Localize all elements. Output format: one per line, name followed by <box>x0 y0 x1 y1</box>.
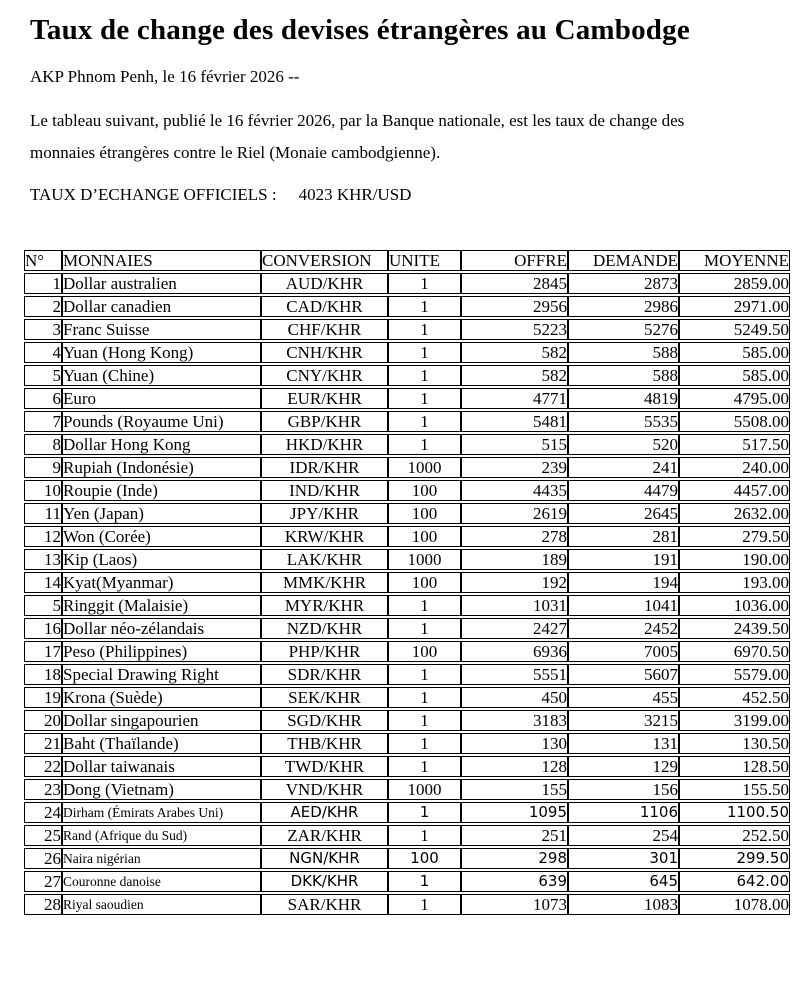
cell-monnaies: Baht (Thaïlande) <box>62 733 261 754</box>
column-header-moyenne: MOYENNE <box>679 250 790 271</box>
cell-moyenne: 4795.00 <box>679 388 790 409</box>
cell-conversion: IND/KHR <box>261 480 388 501</box>
table-body <box>24 273 790 915</box>
cell-monnaies: Riyal saoudien <box>62 894 261 915</box>
table-row <box>24 641 790 662</box>
cell-moyenne: 1078.00 <box>679 894 790 915</box>
table-row <box>24 871 790 892</box>
cell-num: 11 <box>24 503 62 524</box>
cell-unite: 1 <box>388 434 461 455</box>
cell-num: 28 <box>24 894 62 915</box>
cell-moyenne: 5508.00 <box>679 411 790 432</box>
table-row <box>24 296 790 317</box>
cell-demande: 5607 <box>568 664 679 685</box>
cell-conversion: JPY/KHR <box>261 503 388 524</box>
cell-demande: 194 <box>568 572 679 593</box>
table-row <box>24 825 790 846</box>
cell-offre: 515 <box>461 434 568 455</box>
cell-num: 6 <box>24 388 62 409</box>
cell-unite: 100 <box>388 641 461 662</box>
cell-demande: 281 <box>568 526 679 547</box>
cell-monnaies: Roupie (Inde) <box>62 480 261 501</box>
cell-conversion: CHF/KHR <box>261 319 388 340</box>
cell-conversion: THB/KHR <box>261 733 388 754</box>
cell-demande: 254 <box>568 825 679 846</box>
table-row <box>24 411 790 432</box>
cell-demande: 4479 <box>568 480 679 501</box>
cell-unite: 100 <box>388 526 461 547</box>
cell-offre: 5481 <box>461 411 568 432</box>
cell-monnaies: Dollar néo-zélandais <box>62 618 261 639</box>
table-row <box>24 687 790 708</box>
cell-demande: 588 <box>568 342 679 363</box>
cell-unite: 100 <box>388 480 461 501</box>
table-row <box>24 526 790 547</box>
cell-unite: 1 <box>388 802 461 823</box>
table-row <box>24 733 790 754</box>
cell-moyenne: 5249.50 <box>679 319 790 340</box>
cell-demande: 156 <box>568 779 679 800</box>
cell-moyenne: 190.00 <box>679 549 790 570</box>
cell-unite: 1 <box>388 273 461 294</box>
cell-offre: 278 <box>461 526 568 547</box>
cell-offre: 639 <box>461 871 568 892</box>
column-header-unite: UNITE <box>388 250 461 271</box>
cell-moyenne: 299.50 <box>679 848 790 869</box>
cell-unite: 1 <box>388 319 461 340</box>
cell-conversion: NGN/KHR <box>261 848 388 869</box>
cell-offre: 2619 <box>461 503 568 524</box>
cell-moyenne: 1036.00 <box>679 595 790 616</box>
page-title: Taux de change des devises étrangères au Cambodge <box>30 14 690 46</box>
cell-unite: 1 <box>388 365 461 386</box>
cell-monnaies: Dollar canadien <box>62 296 261 317</box>
cell-offre: 1073 <box>461 894 568 915</box>
cell-moyenne: 279.50 <box>679 526 790 547</box>
cell-moyenne: 128.50 <box>679 756 790 777</box>
cell-demande: 455 <box>568 687 679 708</box>
cell-conversion: MMK/KHR <box>261 572 388 593</box>
cell-conversion: PHP/KHR <box>261 641 388 662</box>
cell-num: 7 <box>24 411 62 432</box>
cell-num: 24 <box>24 802 62 823</box>
cell-unite: 1 <box>388 894 461 915</box>
cell-offre: 3183 <box>461 710 568 731</box>
cell-monnaies: Naira nigérian <box>62 848 261 869</box>
cell-offre: 1095 <box>461 802 568 823</box>
cell-monnaies: Krona (Suède) <box>62 687 261 708</box>
cell-monnaies: Peso (Philippines) <box>62 641 261 662</box>
cell-offre: 4771 <box>461 388 568 409</box>
cell-monnaies: Dollar taiwanais <box>62 756 261 777</box>
cell-offre: 130 <box>461 733 568 754</box>
cell-num: 5 <box>24 365 62 386</box>
cell-demande: 588 <box>568 365 679 386</box>
table-row <box>24 319 790 340</box>
dateline: AKP Phnom Penh, le 16 février 2026 -- <box>30 67 300 86</box>
cell-unite: 1 <box>388 618 461 639</box>
column-header-monnaies: MONNAIES <box>62 250 261 271</box>
cell-conversion: SGD/KHR <box>261 710 388 731</box>
cell-conversion: AUD/KHR <box>261 273 388 294</box>
cell-offre: 2956 <box>461 296 568 317</box>
cell-num: 22 <box>24 756 62 777</box>
cell-monnaies: Franc Suisse <box>62 319 261 340</box>
cell-demande: 2645 <box>568 503 679 524</box>
cell-num: 16 <box>24 618 62 639</box>
cell-demande: 2873 <box>568 273 679 294</box>
cell-moyenne: 3199.00 <box>679 710 790 731</box>
table-row <box>24 848 790 869</box>
cell-offre: 582 <box>461 365 568 386</box>
table-row <box>24 434 790 455</box>
cell-monnaies: Kyat(Myanmar) <box>62 572 261 593</box>
cell-conversion: LAK/KHR <box>261 549 388 570</box>
cell-moyenne: 193.00 <box>679 572 790 593</box>
cell-num: 5 <box>24 595 62 616</box>
official-rate-line <box>30 184 807 206</box>
cell-unite: 1000 <box>388 779 461 800</box>
table-row <box>24 595 790 616</box>
table-row <box>24 756 790 777</box>
table-row <box>24 618 790 639</box>
cell-unite: 1 <box>388 388 461 409</box>
cell-conversion: CAD/KHR <box>261 296 388 317</box>
cell-moyenne: 452.50 <box>679 687 790 708</box>
cell-moyenne: 252.50 <box>679 825 790 846</box>
cell-num: 19 <box>24 687 62 708</box>
cell-moyenne: 2971.00 <box>679 296 790 317</box>
cell-num: 20 <box>24 710 62 731</box>
cell-unite: 1 <box>388 342 461 363</box>
cell-unite: 1 <box>388 733 461 754</box>
cell-conversion: IDR/KHR <box>261 457 388 478</box>
cell-monnaies: Dong (Vietnam) <box>62 779 261 800</box>
cell-demande: 3215 <box>568 710 679 731</box>
cell-conversion: HKD/KHR <box>261 434 388 455</box>
table-row <box>24 342 790 363</box>
cell-conversion: EUR/KHR <box>261 388 388 409</box>
cell-demande: 1083 <box>568 894 679 915</box>
cell-num: 23 <box>24 779 62 800</box>
intro-line-2: monnaies étrangères contre le Riel (Monaie cambodgienne). <box>30 143 441 162</box>
cell-demande: 2452 <box>568 618 679 639</box>
cell-demande: 131 <box>568 733 679 754</box>
cell-unite: 1 <box>388 825 461 846</box>
cell-offre: 5223 <box>461 319 568 340</box>
cell-num: 18 <box>24 664 62 685</box>
cell-offre: 155 <box>461 779 568 800</box>
cell-conversion: NZD/KHR <box>261 618 388 639</box>
cell-offre: 251 <box>461 825 568 846</box>
cell-monnaies: Yen (Japan) <box>62 503 261 524</box>
cell-monnaies: Pounds (Royaume Uni) <box>62 411 261 432</box>
intro-paragraph <box>30 105 807 169</box>
cell-unite: 1 <box>388 595 461 616</box>
cell-offre: 298 <box>461 848 568 869</box>
cell-offre: 192 <box>461 572 568 593</box>
column-header-demande: DEMANDE <box>568 250 679 271</box>
table-row <box>24 480 790 501</box>
cell-demande: 2986 <box>568 296 679 317</box>
column-header-num: N° <box>24 250 62 271</box>
cell-num: 17 <box>24 641 62 662</box>
cell-monnaies: Won (Corée) <box>62 526 261 547</box>
cell-num: 4 <box>24 342 62 363</box>
cell-num: 2 <box>24 296 62 317</box>
cell-moyenne: 155.50 <box>679 779 790 800</box>
table-row <box>24 365 790 386</box>
cell-moyenne: 5579.00 <box>679 664 790 685</box>
cell-demande: 5535 <box>568 411 679 432</box>
cell-demande: 1041 <box>568 595 679 616</box>
cell-offre: 4435 <box>461 480 568 501</box>
cell-demande: 129 <box>568 756 679 777</box>
cell-moyenne: 130.50 <box>679 733 790 754</box>
cell-num: 14 <box>24 572 62 593</box>
cell-demande: 191 <box>568 549 679 570</box>
cell-demande: 301 <box>568 848 679 869</box>
table-row <box>24 388 790 409</box>
cell-moyenne: 517.50 <box>679 434 790 455</box>
cell-conversion: SDR/KHR <box>261 664 388 685</box>
cell-moyenne: 2859.00 <box>679 273 790 294</box>
table-row <box>24 457 790 478</box>
cell-demande: 1106 <box>568 802 679 823</box>
cell-moyenne: 1100.50 <box>679 802 790 823</box>
cell-moyenne: 4457.00 <box>679 480 790 501</box>
table-row <box>24 779 790 800</box>
table-row <box>24 572 790 593</box>
table-row <box>24 710 790 731</box>
table-row <box>24 802 790 823</box>
cell-monnaies: Special Drawing Right <box>62 664 261 685</box>
cell-num: 25 <box>24 825 62 846</box>
cell-num: 1 <box>24 273 62 294</box>
cell-offre: 2427 <box>461 618 568 639</box>
cell-unite: 1 <box>388 664 461 685</box>
cell-unite: 100 <box>388 503 461 524</box>
table-row <box>24 894 790 915</box>
cell-moyenne: 6970.50 <box>679 641 790 662</box>
cell-demande: 241 <box>568 457 679 478</box>
cell-unite: 1 <box>388 296 461 317</box>
cell-num: 21 <box>24 733 62 754</box>
cell-num: 13 <box>24 549 62 570</box>
cell-conversion: TWD/KHR <box>261 756 388 777</box>
cell-moyenne: 642.00 <box>679 871 790 892</box>
cell-num: 8 <box>24 434 62 455</box>
cell-monnaies: Euro <box>62 388 261 409</box>
cell-unite: 1 <box>388 411 461 432</box>
cell-moyenne: 585.00 <box>679 342 790 363</box>
cell-num: 3 <box>24 319 62 340</box>
cell-monnaies: Rand (Afrique du Sud) <box>62 825 261 846</box>
cell-conversion: CNY/KHR <box>261 365 388 386</box>
cell-conversion: VND/KHR <box>261 779 388 800</box>
cell-conversion: KRW/KHR <box>261 526 388 547</box>
cell-monnaies: Dollar australien <box>62 273 261 294</box>
cell-conversion: GBP/KHR <box>261 411 388 432</box>
cell-unite: 1000 <box>388 457 461 478</box>
cell-demande: 520 <box>568 434 679 455</box>
cell-offre: 582 <box>461 342 568 363</box>
table-row <box>24 549 790 570</box>
cell-num: 27 <box>24 871 62 892</box>
cell-demande: 7005 <box>568 641 679 662</box>
cell-monnaies: Yuan (Hong Kong) <box>62 342 261 363</box>
cell-conversion: SEK/KHR <box>261 687 388 708</box>
cell-unite: 1 <box>388 687 461 708</box>
cell-unite: 100 <box>388 572 461 593</box>
cell-offre: 189 <box>461 549 568 570</box>
cell-num: 10 <box>24 480 62 501</box>
cell-demande: 645 <box>568 871 679 892</box>
cell-unite: 1 <box>388 710 461 731</box>
cell-monnaies: Dollar Hong Kong <box>62 434 261 455</box>
column-header-conversion: CONVERSION <box>261 250 388 271</box>
cell-conversion: MYR/KHR <box>261 595 388 616</box>
cell-demande: 4819 <box>568 388 679 409</box>
cell-conversion: ZAR/KHR <box>261 825 388 846</box>
cell-monnaies: Ringgit (Malaisie) <box>62 595 261 616</box>
cell-monnaies: Rupiah (Indonésie) <box>62 457 261 478</box>
exchange-rate-table <box>24 248 790 917</box>
cell-monnaies: Dollar singapourien <box>62 710 261 731</box>
cell-conversion: AED/KHR <box>261 802 388 823</box>
cell-monnaies: Dirham (Émirats Arabes Uni) <box>62 802 261 823</box>
cell-monnaies: Yuan (Chine) <box>62 365 261 386</box>
cell-unite: 1000 <box>388 549 461 570</box>
cell-num: 9 <box>24 457 62 478</box>
official-rate-value: 4023 KHR/USD <box>298 185 412 204</box>
cell-conversion: SAR/KHR <box>261 894 388 915</box>
cell-offre: 1031 <box>461 595 568 616</box>
table-header-row <box>24 250 790 271</box>
cell-offre: 5551 <box>461 664 568 685</box>
cell-conversion: CNH/KHR <box>261 342 388 363</box>
cell-demande: 5276 <box>568 319 679 340</box>
cell-monnaies: Couronne danoise <box>62 871 261 892</box>
cell-unite: 100 <box>388 848 461 869</box>
cell-offre: 6936 <box>461 641 568 662</box>
official-rate-label: TAUX D’ECHANGE OFFICIELS : <box>30 185 277 204</box>
cell-moyenne: 2439.50 <box>679 618 790 639</box>
cell-moyenne: 585.00 <box>679 365 790 386</box>
column-header-offre: OFFRE <box>461 250 568 271</box>
cell-conversion: DKK/KHR <box>261 871 388 892</box>
cell-offre: 128 <box>461 756 568 777</box>
cell-unite: 1 <box>388 756 461 777</box>
table-row <box>24 503 790 524</box>
cell-offre: 450 <box>461 687 568 708</box>
table-row <box>24 664 790 685</box>
cell-num: 12 <box>24 526 62 547</box>
table-row <box>24 273 790 294</box>
cell-unite: 1 <box>388 871 461 892</box>
cell-num: 26 <box>24 848 62 869</box>
cell-monnaies: Kip (Laos) <box>62 549 261 570</box>
cell-offre: 2845 <box>461 273 568 294</box>
cell-offre: 239 <box>461 457 568 478</box>
cell-moyenne: 240.00 <box>679 457 790 478</box>
cell-moyenne: 2632.00 <box>679 503 790 524</box>
intro-line-1: Le tableau suivant, publié le 16 février 2026, par la Banque nationale, est les taux de change des <box>30 111 685 130</box>
